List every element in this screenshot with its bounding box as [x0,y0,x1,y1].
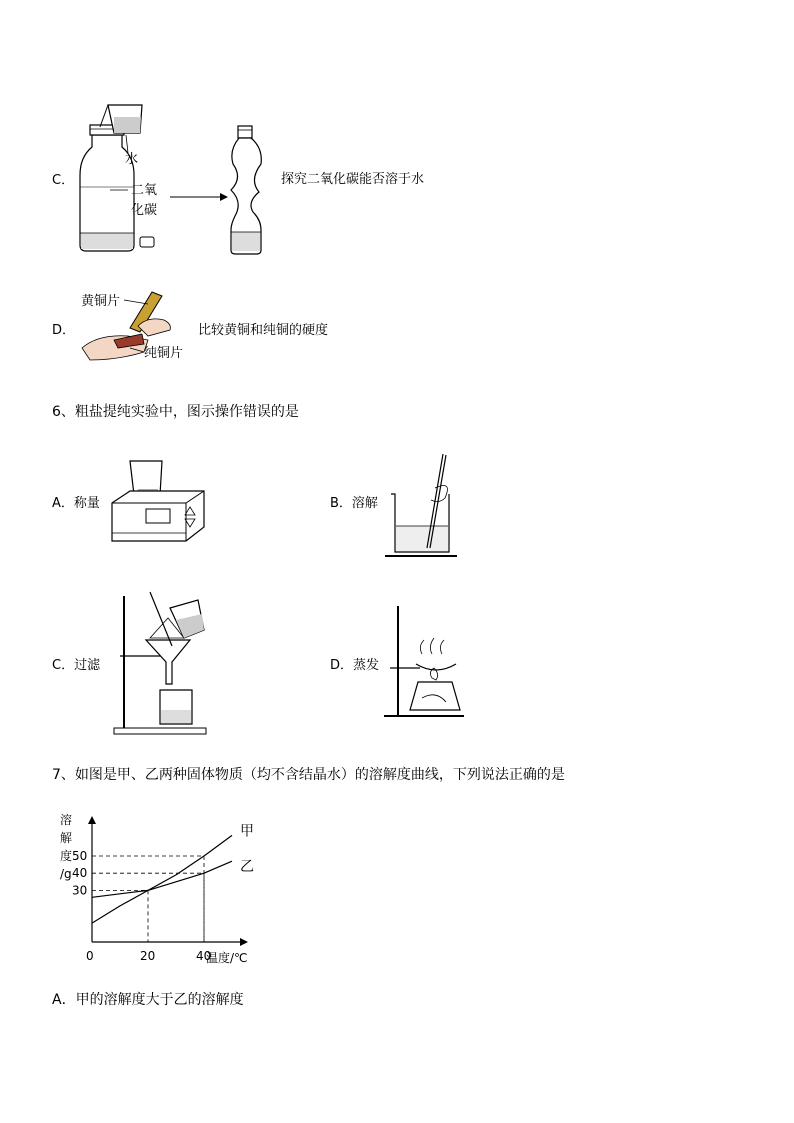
x-tick-label: 20 [140,949,156,963]
option-d-letter: D． [52,323,76,338]
option-c-description: 探究二氧化碳能否溶于水 [281,172,425,187]
q6-option-d: D．蒸发 [330,658,380,673]
y-tick-label: 30 [72,883,88,898]
y-tick-label: 50 [72,849,88,863]
x-axis-arrow [240,938,248,946]
q6-question: 6、粗盐提纯实验中，图示操作错误的是 [52,404,299,420]
y-axis-label: 溶 [60,813,73,827]
co2-bottle-after-figure [225,120,275,260]
x-tick-label: 0 [86,949,94,963]
label-co2-line1: 二氧 [131,183,158,198]
solubility-curve-chart [0,800,300,970]
series-label: 甲 [240,823,254,840]
label-copper: 纯铜片 [144,346,184,361]
series-label: 乙 [240,859,254,876]
y-axis-label: /g [60,867,72,881]
y-axis-arrow [88,816,96,824]
series-line-yi [92,861,232,897]
q6-option-a: A．称量 [52,496,100,511]
y-tick-label: 40 [72,866,88,881]
y-axis-label: 解 [60,831,73,845]
q6-option-c: C．过滤 [52,658,101,673]
dissolving-beaker-figure [383,450,463,560]
x-tick-label: 40 [196,949,212,963]
q6-option-b: B．溶解 [330,496,378,511]
q7-question: 7、如图是甲、乙两种固体物质（均不含结晶水）的溶解度曲线，下列说法正确的是 [52,767,565,783]
label-water: 水 [125,152,139,167]
q7-option-a: A．甲的溶解度大于乙的溶解度 [52,992,244,1008]
weighing-balance-figure [108,455,213,550]
label-brass: 黄铜片 [81,294,121,309]
evaporation-setup-figure [380,602,470,727]
option-c-letter: C． [52,173,75,188]
option-d-description: 比较黄铜和纯铜的硬度 [198,323,329,338]
series-line-jia [92,835,232,923]
x-axis-label: 温度/℃ [206,951,248,965]
filtration-setup-figure [110,590,230,740]
label-co2-line2: 化碳 [131,203,158,218]
y-axis-label: 度 [60,849,73,863]
